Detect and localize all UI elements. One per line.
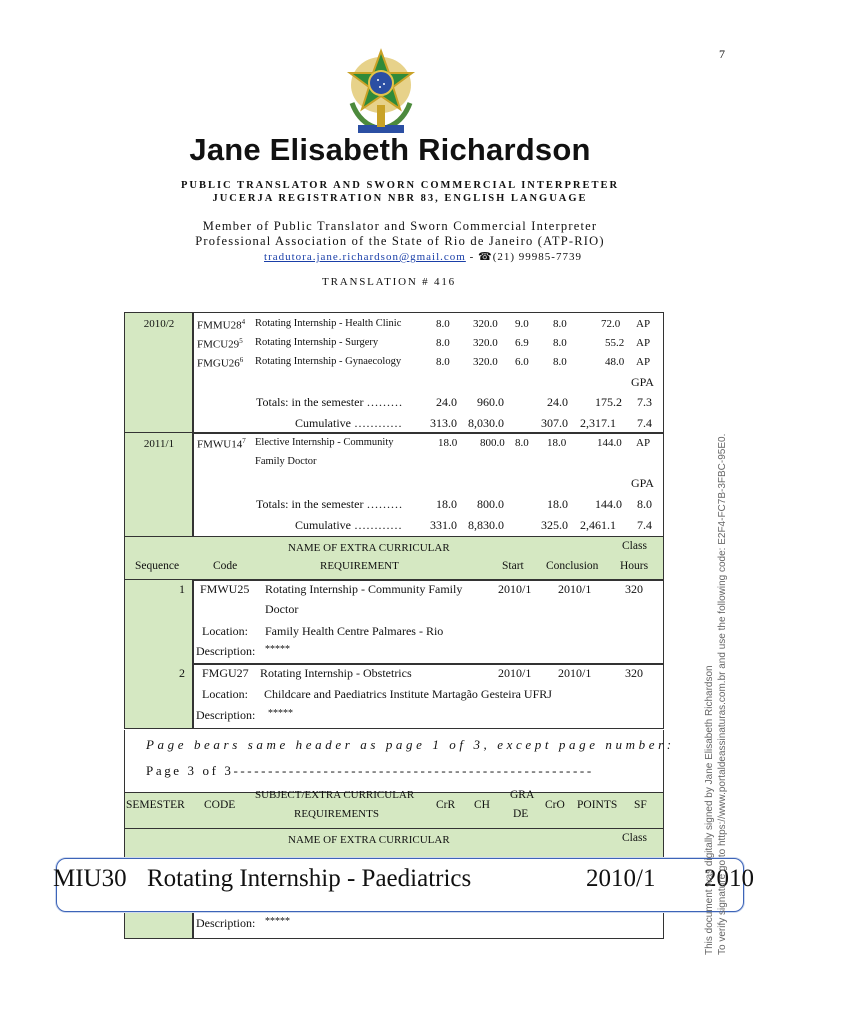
course-cro: 8.0: [553, 337, 567, 349]
header-points: POINTS: [577, 799, 618, 811]
course-sf: AP: [636, 318, 651, 330]
header-start: Start: [502, 560, 524, 572]
cumulative-crr: 331.0: [430, 518, 457, 532]
semester-label: 2010/2: [143, 318, 175, 330]
item-description-label: Description:: [196, 708, 256, 722]
course-ch: 800.0: [480, 437, 505, 449]
totals-gpa: 7.3: [637, 395, 652, 409]
item-description: *****: [268, 708, 293, 719]
signature-line-1: This document was digitally signed by Jane Elisabeth Richardson: [704, 665, 715, 955]
contact-line: [0, 250, 846, 263]
header-name-line1: NAME OF EXTRA CURRICULAR: [288, 542, 450, 554]
course-points: 144.0: [597, 437, 622, 449]
totals-ch: 800.0: [477, 497, 504, 511]
zoom-subject-name: Rotating Internship - Paediatrics: [147, 865, 472, 892]
totals-points: 175.2: [595, 395, 622, 409]
item-hours: 320: [625, 666, 643, 680]
course-sf: AP: [636, 337, 651, 349]
totals-cro: 24.0: [547, 395, 568, 409]
totals-points: 144.0: [595, 497, 622, 511]
magnifier-callout: [53, 858, 754, 912]
item-start: 2010/1: [498, 582, 532, 596]
totals-gpa: 8.0: [637, 497, 652, 511]
cumulative-label: Cumulative …………: [295, 416, 402, 430]
phone-number: (21) 99985-7739: [492, 251, 582, 263]
header-subject-line2: REQUIREMENTS: [294, 808, 379, 820]
phone-icon: ☎: [478, 251, 493, 263]
header-cro: CrO: [545, 799, 565, 811]
page-note-line1: Page bears same header as page 1 of 3, except page number:: [146, 737, 675, 752]
item-start: 2010/1: [498, 666, 532, 680]
semester-label: 2011/1: [143, 438, 175, 450]
signature-line-2: To verify signature go to https://www.portaldeassinaturas.com.br and use the following code: E2F4-FC7B-3FBC-95E0.: [717, 433, 728, 955]
course-ch: 320.0: [473, 337, 498, 349]
header-hours-line1: Class: [622, 540, 647, 552]
cumulative-ch: 8,830.0: [468, 518, 504, 532]
course-cro: 18.0: [547, 437, 567, 449]
semester-cell-2011-1: [124, 432, 194, 538]
header-grade-line2: DE: [513, 808, 529, 820]
course-ch: 320.0: [473, 318, 498, 330]
item-name-continued: Doctor: [265, 602, 299, 616]
totals-crr: 24.0: [436, 395, 457, 409]
item-conclusion: 2010/1: [558, 666, 592, 680]
item-conclusion: 2010/1: [558, 582, 592, 596]
course-crr: 18.0: [438, 437, 458, 449]
header-sequence: Sequence: [135, 560, 180, 572]
zoom-conclusion: 2010: [704, 865, 754, 892]
item-location: Family Health Centre Palmares - Rio: [265, 624, 444, 638]
item-code: FMGU27: [202, 666, 249, 680]
course-grade: 9.0: [515, 318, 529, 330]
header2-hours-line1: Class: [622, 832, 647, 844]
digital-signature-notice: [698, 433, 744, 960]
course-grade: 8.0: [515, 437, 529, 449]
item-location-label: Location:: [202, 624, 248, 638]
membership-line-2: Professional Association of the State of Rio de Janeiro (ATP-RIO): [195, 234, 605, 248]
item-sequence: 2: [179, 666, 185, 680]
header-hours-line2: Hours: [620, 560, 649, 572]
zoom-code: MIU30: [53, 865, 127, 892]
cumulative-gpa: 7.4: [637, 518, 652, 532]
course-grade: 6.0: [515, 356, 529, 368]
item-hours: 320: [625, 582, 643, 596]
course-points: 48.0: [605, 356, 625, 368]
course-name: Rotating Internship - Health Clinic: [255, 318, 402, 329]
course-code: $FMCU29^5$: [197, 337, 243, 351]
item-description-label: Description:: [196, 644, 256, 658]
course-code: $FMGU26^6$: [197, 356, 244, 370]
header-code: Code: [213, 560, 238, 572]
header-semester: SEMESTER: [126, 799, 185, 811]
sequence-column: [124, 579, 194, 729]
email-link[interactable]: tradutora.jane.richardson@gmail.com: [264, 251, 466, 263]
translator-name: Jane Elisabeth Richardson: [189, 132, 591, 167]
totals-label: Totals: in the semester ………: [256, 497, 403, 511]
course-name: Elective Internship - Community: [255, 437, 394, 448]
header2-name-line1: NAME OF EXTRA CURRICULAR: [288, 834, 450, 846]
course-points: 55.2: [605, 337, 625, 349]
cumulative-points: 2,317.1: [580, 416, 616, 430]
page-note-line2: Page 3 of 3----------------------------------------------------: [146, 763, 594, 778]
cumulative-cro: 325.0: [541, 518, 568, 532]
course-sf: AP: [636, 356, 651, 368]
header-code: CODE: [204, 799, 236, 811]
semester-cell-2010-2: [124, 312, 194, 434]
cumulative-crr: 313.0: [430, 416, 457, 430]
title-line-1: PUBLIC TRANSLATOR AND SWORN COMMERCIAL INTERPRETER: [180, 180, 620, 191]
translation-number: TRANSLATION # 416: [322, 276, 456, 288]
item-location: Childcare and Paediatrics Institute Martagão Gesteira UFRJ: [264, 687, 552, 701]
totals-label: Totals: in the semester ………: [256, 395, 403, 409]
header-ch: CH: [474, 799, 490, 811]
item-description: *****: [265, 644, 290, 655]
totals-cro: 18.0: [547, 497, 568, 511]
course-name-continued: Family Doctor: [255, 456, 317, 467]
header-conclusion: Conclusion: [546, 560, 599, 572]
page-number: 7: [719, 47, 725, 61]
bottom-description-value: *****: [265, 916, 290, 927]
coat-of-arms-seal: [340, 45, 422, 143]
course-crr: 8.0: [436, 318, 450, 330]
item-location-label: Location:: [202, 687, 248, 701]
cumulative-gpa: 7.4: [637, 416, 652, 430]
totals-ch: 960.0: [477, 395, 504, 409]
cumulative-ch: 8,030.0: [468, 416, 504, 430]
course-code: $FMWU14^7$: [197, 437, 246, 451]
course-points: 72.0: [601, 318, 621, 330]
course-code: $FMMU28^4$: [197, 318, 246, 332]
item-code: FMWU25: [200, 582, 250, 596]
bottom-description-label: Description:: [196, 916, 256, 930]
course-crr: 8.0: [436, 337, 450, 349]
header-sf: SF: [634, 799, 647, 811]
header-name-line2: REQUIREMENT: [320, 560, 399, 572]
course-sf: AP: [636, 437, 651, 449]
course-grade: 6.9: [515, 337, 529, 349]
course-name: Rotating Internship - Surgery: [255, 337, 379, 348]
course-crr: 8.0: [436, 356, 450, 368]
header-grade-line1: GRA: [510, 789, 535, 801]
cumulative-cro: 307.0: [541, 416, 568, 430]
title-line-2: JUCERJA REGISTRATION NBR 83, ENGLISH LANGUAGE: [212, 193, 588, 204]
course-cro: 8.0: [553, 318, 567, 330]
totals-crr: 18.0: [436, 497, 457, 511]
cumulative-label: Cumulative …………: [295, 518, 402, 532]
membership-line-1: Member of Public Translator and Sworn Commercial Interpreter: [202, 219, 598, 233]
cumulative-points: 2,461.1: [580, 518, 616, 532]
gpa-label: GPA: [631, 476, 654, 490]
course-ch: 320.0: [473, 356, 498, 368]
zoom-start: 2010/1: [586, 865, 656, 892]
header-crr: CrR: [436, 799, 456, 811]
gpa-label: GPA: [631, 375, 654, 389]
item-name: Rotating Internship - Community Family: [265, 582, 463, 596]
course-name: Rotating Internship - Gynaecology: [255, 356, 402, 367]
item-sequence: 1: [179, 582, 185, 596]
item-name: Rotating Internship - Obstetrics: [260, 666, 412, 680]
header-subject-line1: SUBJECT/EXTRA CURRICULAR: [255, 789, 415, 801]
separator: -: [469, 251, 479, 263]
course-cro: 8.0: [553, 356, 567, 368]
